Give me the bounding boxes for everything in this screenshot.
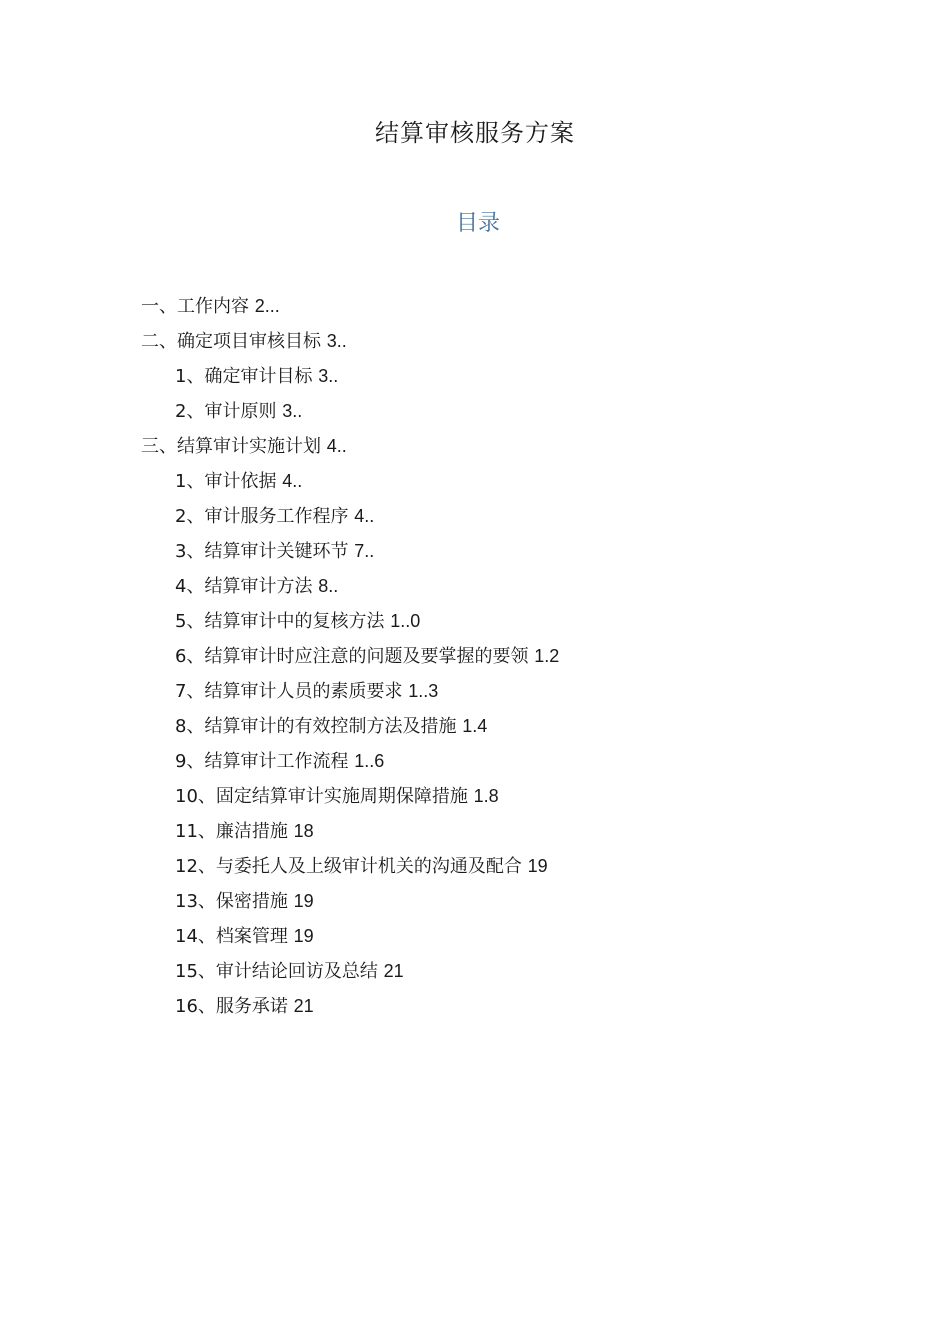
toc-entry-page-number: 19 <box>293 926 314 946</box>
toc-heading: 目录 <box>455 211 500 236</box>
toc-entry-label: 3、结算审计关键环节 <box>175 541 349 562</box>
toc-entry-page-number: 18 <box>293 821 314 841</box>
toc-entry[interactable] <box>0 359 950 394</box>
toc-entry-label: 14、档案管理 <box>175 926 288 947</box>
toc-entry-page-number: 3.. <box>282 401 303 421</box>
toc-entry[interactable] <box>0 429 950 464</box>
toc-entry-page-number: 1.4 <box>462 716 488 736</box>
toc-entry-label: 13、保密措施 <box>175 891 288 912</box>
toc-entry-page-number: 3.. <box>326 331 347 351</box>
toc-entry[interactable] <box>0 954 950 989</box>
toc-entry[interactable] <box>0 534 950 569</box>
toc-entry-label: 二、确定项目审核目标 <box>141 331 321 352</box>
toc-entry-label: 10、固定结算审计实施周期保障措施 <box>175 786 468 807</box>
toc-entry-label: 2、审计服务工作程序 <box>175 506 349 527</box>
toc-entry[interactable] <box>0 744 950 779</box>
toc-entry[interactable] <box>0 709 950 744</box>
toc-entry-page-number: 4.. <box>354 506 375 526</box>
toc-entry-label: 1、确定审计目标 <box>175 366 313 387</box>
toc-entry-page-number: 7.. <box>354 541 375 561</box>
toc-entry[interactable] <box>0 569 950 604</box>
toc-entry-page-number: 4.. <box>326 436 347 456</box>
toc-entry-page-number: 3.. <box>318 366 339 386</box>
toc-entry-label: 4、结算审计方法 <box>175 576 313 597</box>
toc-entry-page-number: 19 <box>293 891 314 911</box>
toc-entry-page-number: 1.8 <box>473 786 499 806</box>
toc-entry[interactable] <box>0 884 950 919</box>
toc-entry[interactable] <box>0 639 950 674</box>
toc-entry-page-number: 2... <box>254 296 280 316</box>
toc-entry-page-number: 1..6 <box>354 751 385 771</box>
toc-entry-page-number: 21 <box>383 961 404 981</box>
toc-entry-label: 9、结算审计工作流程 <box>175 751 349 772</box>
toc-entry-page-number: 1.2 <box>534 646 560 666</box>
toc-entry-label: 15、审计结论回访及总结 <box>175 961 378 982</box>
toc-entry-label: 12、与委托人及上级审计机关的沟通及配合 <box>175 856 522 877</box>
toc-entry-page-number: 21 <box>293 996 314 1016</box>
toc-entry-page-number: 4.. <box>282 471 303 491</box>
toc-entry[interactable] <box>0 394 950 429</box>
toc-entry-label: 16、服务承诺 <box>175 996 288 1017</box>
toc-entry[interactable] <box>0 674 950 709</box>
toc-entry-page-number: 8.. <box>318 576 339 596</box>
toc-entry-page-number: 1..0 <box>390 611 421 631</box>
toc-entry-label: 11、廉洁措施 <box>175 821 288 842</box>
toc-entry-label: 一、工作内容 <box>141 296 249 317</box>
toc-entry-label: 2、审计原则 <box>175 401 277 422</box>
toc-entry[interactable] <box>0 814 950 849</box>
toc-entry[interactable] <box>0 289 950 324</box>
toc-entry-label: 5、结算审计中的复核方法 <box>175 611 385 632</box>
toc-entry-page-number: 19 <box>527 856 548 876</box>
toc-entry[interactable] <box>0 989 950 1024</box>
toc-entry[interactable] <box>0 464 950 499</box>
document-title: 结算审核服务方案 <box>375 119 575 147</box>
toc-entry[interactable] <box>0 499 950 534</box>
toc-entry-label: 三、结算审计实施计划 <box>141 436 321 457</box>
toc-entry-label: 7、结算审计人员的素质要求 <box>175 681 403 702</box>
toc-entry-label: 8、结算审计的有效控制方法及措施 <box>175 716 457 737</box>
table-of-contents <box>0 289 950 1024</box>
toc-entry-label: 6、结算审计时应注意的问题及要掌握的要领 <box>175 646 529 667</box>
toc-entry[interactable] <box>0 919 950 954</box>
toc-entry[interactable] <box>0 324 950 359</box>
toc-entry[interactable] <box>0 779 950 814</box>
toc-entry-label: 1、审计依据 <box>175 471 277 492</box>
toc-entry[interactable] <box>0 849 950 884</box>
toc-entry-page-number: 1..3 <box>408 681 439 701</box>
toc-entry[interactable] <box>0 604 950 639</box>
